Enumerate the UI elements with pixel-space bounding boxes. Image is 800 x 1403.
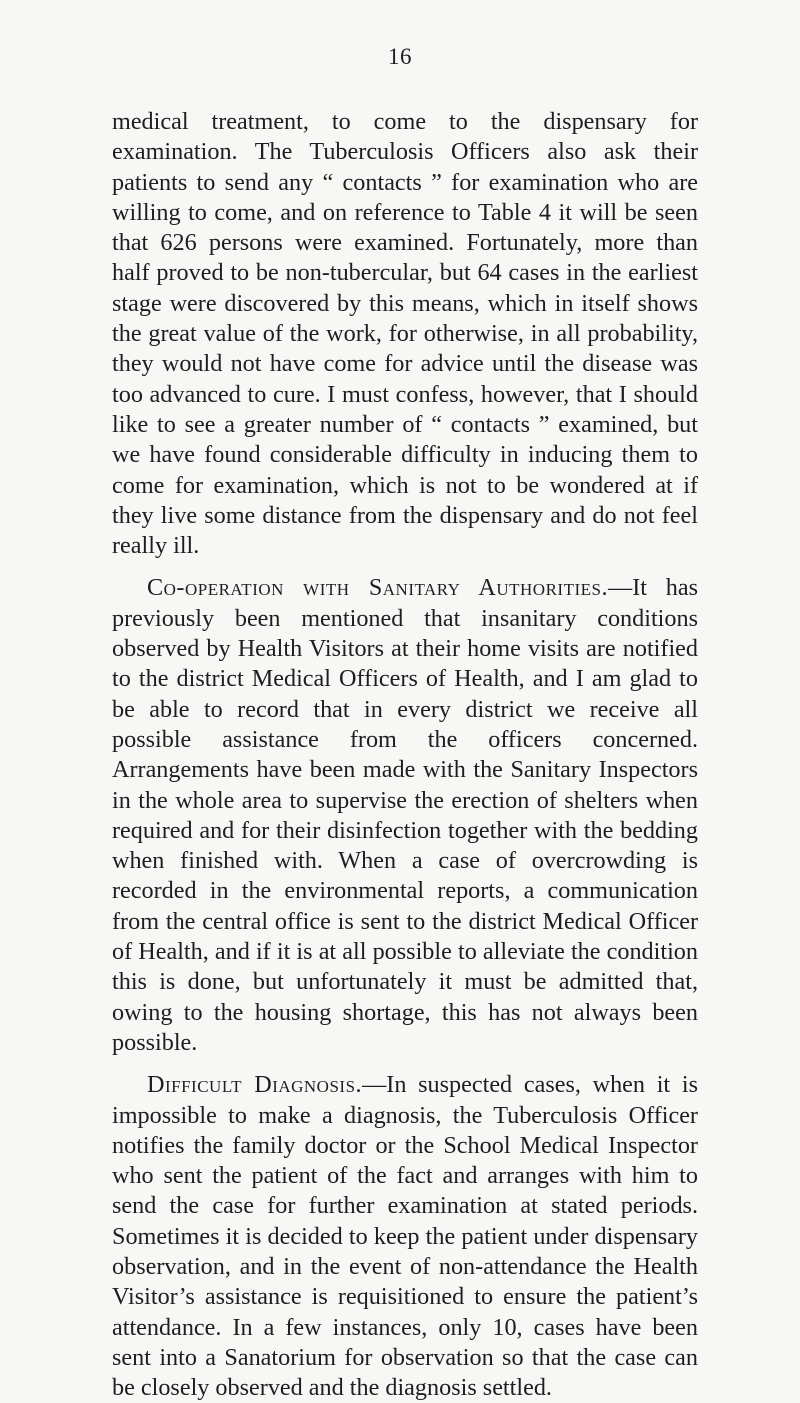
- paragraph-text: —In suspected cases, when it is impossible to make a diagnosis, the Tuberculosis Officer notifies the family doctor or the School Medical Inspector who sent the patient of the fact and arranges with him to send the case for further examination at stated periods. Sometimes it is decided to keep the patient under dispensary observation, and in the event of non-attendance the Health Visitor’s assistance is requisitioned to ensure the patient’s attendance. In a few instances, only 10, cases have been sent into a Sanatorium for observation so that the case can be closely observed and the diagnosis settled.: [112, 1071, 698, 1402]
- page-number: 16: [388, 44, 412, 69]
- paragraph-contacts-examination: [112, 107, 698, 561]
- body-text: [112, 107, 698, 1403]
- paragraph-text: —It has previously been mentioned that insanitary conditions observed by Health Visitors at their home visits are notified to the district Medical Officers of Health, and I am glad to be able to record that in every district we receive all possible assistance from the officers concerned. Arrangements have been made with the Sanitary Inspectors in the whole area to supervise the erection of shelters when required and for their disinfection together with the bedding when finished with. When a case of overcrowding is recorded in the environmental reports, a communication from the central office is sent to the district Medical Officer of Health, and if it is at all possible to alleviate the condition this is done, but unfortunately it must be admitted that, owing to the housing shortage, this has not always been possible.: [112, 574, 698, 1056]
- paragraph-text: medical treatment, to come to the dispensary for examination. The Tuberculosis Officers also ask their patients to send any “ contacts ” for examination who are willing to come, and on reference to Table 4 it will be seen that 626 persons were examined. Fortunately, more than half proved to be non-tubercular, but 64 cases in the earliest stage were discovered by this means, which in itself shows the great value of the work, for otherwise, in all probability, they would not have come for advice until the disease was too advanced to cure. I must confess, however, that I should like to see a greater number of “ contacts ” examined, but we have found considerable difficulty in inducing them to come for examination, which is not to be wondered at if they live some distance from the dispensary and do not feel really ill.: [112, 108, 698, 560]
- section-heading-co-operation: Co-operation with Sanitary Authorities.: [147, 574, 609, 602]
- paragraph-co-operation: [112, 573, 698, 1058]
- paragraph-difficult-diagnosis: [112, 1070, 698, 1403]
- section-heading-difficult-diagnosis: Difficult Diagnosis.: [147, 1071, 363, 1099]
